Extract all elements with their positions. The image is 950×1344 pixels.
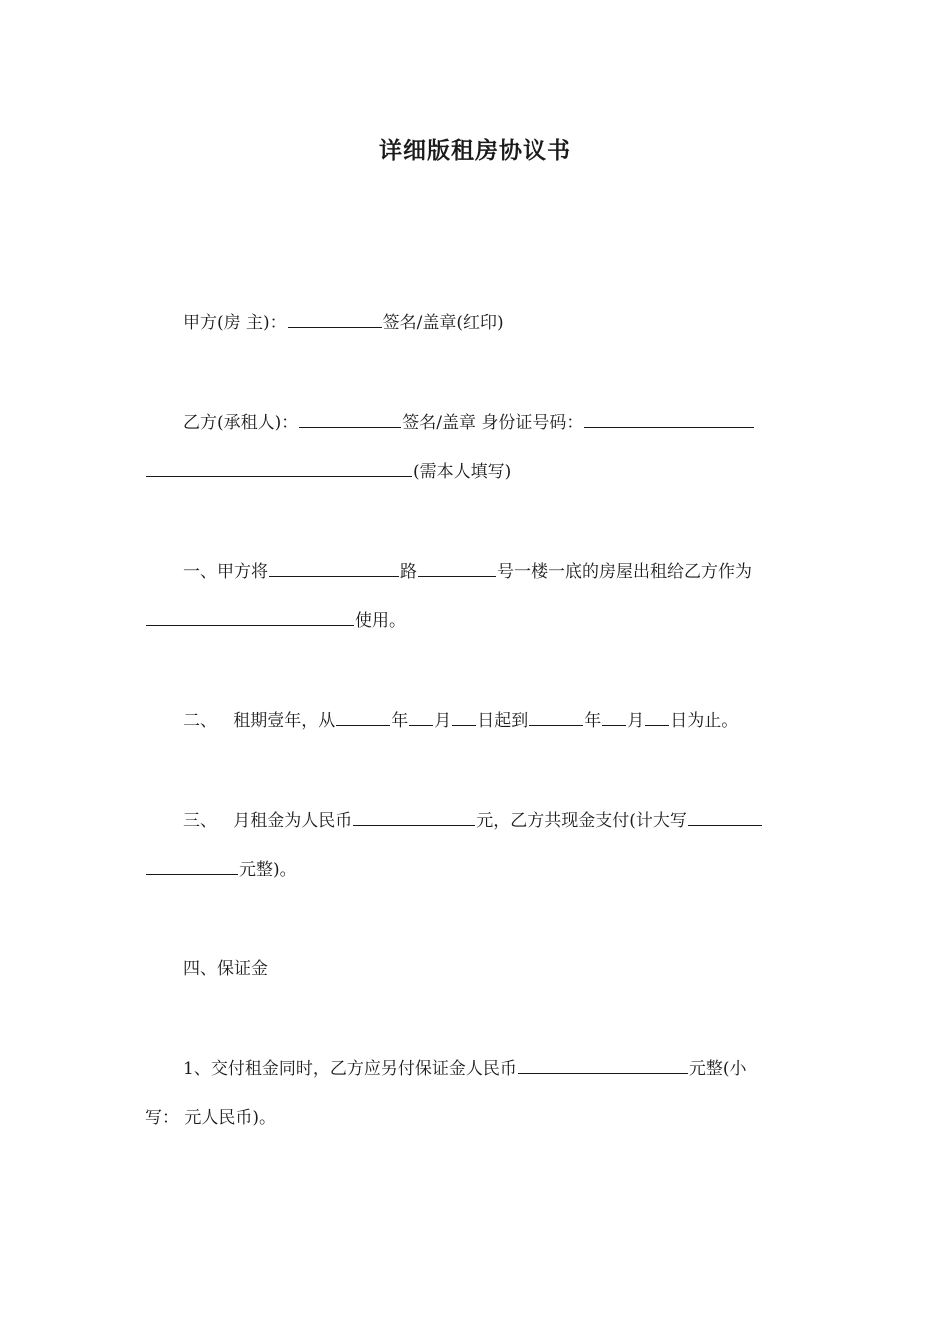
clause-2-day-1: 日起到	[477, 711, 529, 731]
clause-2-start-month-blank[interactable]	[409, 707, 433, 726]
clause-1-prefix: 一、甲方将	[183, 562, 268, 582]
clause-3-line	[183, 807, 763, 834]
party-b-id-blank-continued[interactable]	[146, 458, 412, 477]
clause-2-end-year-blank[interactable]	[529, 707, 583, 726]
clause-2-line	[183, 707, 738, 734]
party-b-line-2	[145, 458, 511, 485]
party-b-name-blank[interactable]	[299, 409, 401, 428]
clause-2-end-month-blank[interactable]	[602, 707, 626, 726]
clause-4-1-line-2: 写： 元人民币)。	[145, 1108, 277, 1128]
party-b-note: (需本人填写)	[413, 462, 512, 482]
clause-4-1-line	[183, 1055, 746, 1082]
party-a-sign-label: 签名/盖章(红印)	[382, 313, 504, 333]
clause-1-line	[183, 558, 752, 585]
clause-3-uppercase-blank-continued[interactable]	[146, 856, 238, 875]
clause-4-1-prefix: 1、交付租金同时，乙方应另付保证金人民币	[183, 1059, 517, 1079]
clause-1-use-blank[interactable]	[146, 607, 354, 626]
clause-3-suffix: 元整)。	[239, 860, 297, 880]
clause-3-prefix: 三、 月租金为人民币	[183, 811, 353, 831]
clause-2-month-2: 月	[627, 711, 645, 731]
party-b-label: 乙方(承租人)：	[183, 413, 299, 433]
clause-1-line-2	[145, 607, 406, 634]
clause-2-start-day-blank[interactable]	[452, 707, 476, 726]
clause-2-year-2: 年	[584, 711, 602, 731]
clause-2-start-year-blank[interactable]	[336, 707, 390, 726]
clause-1-road-blank[interactable]	[269, 558, 399, 577]
clause-4-1-deposit-blank[interactable]	[518, 1055, 688, 1074]
clause-3-uppercase-blank[interactable]	[688, 807, 762, 826]
party-b-sign-label: 签名/盖章 身份证号码：	[402, 413, 584, 433]
party-a-name-blank[interactable]	[288, 309, 382, 328]
clause-1-mid: 号一楼一底的房屋出租给乙方作为	[497, 562, 752, 582]
clause-1-road-label: 路	[400, 562, 417, 582]
clause-2-month-1: 月	[434, 711, 452, 731]
clause-2-prefix: 二、 租期壹年，从	[183, 711, 336, 731]
clause-3-mid: 元，乙方共现金支付(计大写	[476, 811, 687, 831]
clause-1-number-blank[interactable]	[418, 558, 496, 577]
clause-2-end-day-blank[interactable]	[645, 707, 669, 726]
clause-3-rent-blank[interactable]	[353, 807, 475, 826]
clause-2-year-1: 年	[391, 711, 409, 731]
document-title: 详细版租房协议书	[379, 138, 571, 164]
clause-2-day-2: 日为止。	[670, 711, 739, 731]
clause-4-heading: 四、保证金	[183, 959, 268, 979]
clause-1-suffix: 使用。	[355, 611, 406, 631]
party-a-line	[183, 309, 504, 336]
party-a-label: 甲方(房 主)：	[183, 313, 287, 333]
party-b-line	[183, 409, 755, 436]
clause-3-line-2	[145, 856, 297, 883]
party-b-id-blank[interactable]	[584, 409, 754, 428]
clause-4-1-mid: 元整(小	[688, 1059, 747, 1079]
